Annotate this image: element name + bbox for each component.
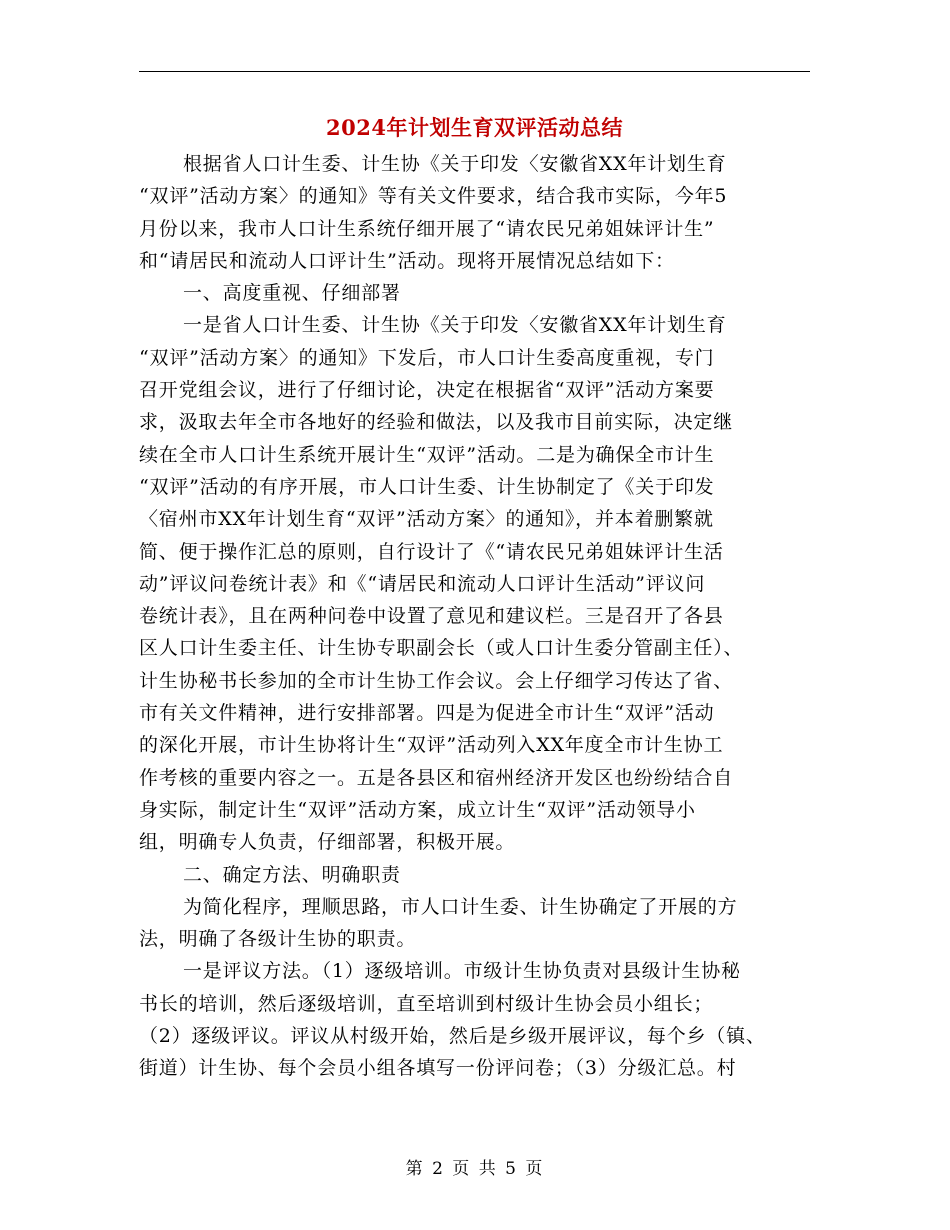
body-line: 街道）计生协、每个会员小组各填写一份评问卷；（3）分级汇总。村 [139,1057,737,1080]
body-line: 求，汲取去年全市各地好的经验和做法，以及我市目前实际，决定继 [139,411,734,434]
body-line: 一是省人口计生委、计生协《关于印发〈安徽省XX年计划生育 [183,314,727,337]
body-line: 〈宿州市XX年计划生育“双评”活动方案〉的通知》，并本着删繁就 [139,508,714,531]
body-line: 月份以来，我市人口计生系统仔细开展了“请农民兄弟姐妹评计生” [139,217,715,240]
body-line: 简、便于操作汇总的原则，自行设计了《“请农民兄弟姐妹评计生活 [139,540,724,563]
body-line: 法，明确了各级计生协的职责。 [139,928,417,951]
body-line: 市有关文件精神，进行安排部署。四是为促进全市计生“双评”活动 [139,702,715,725]
body-line: 和“请居民和流动人口评计生”活动。现将开展情况总结如下： [139,249,675,272]
document-body [139,148,810,1085]
body-line: 续在全市人口计生系统开展计生“双评”活动。二是为确保全市计生 [139,443,715,466]
body-line: “双评”活动方案〉的通知》等有关文件要求，结合我市实际，今年5 [139,185,728,208]
body-line: 作考核的重要内容之一。五是各县区和宿州经济开发区也纷纷结合自 [139,766,734,789]
body-line: 二、确定方法、明确职责 [183,863,401,886]
body-line: 计生协秘书长参加的全市计生协工作会议。会上仔细学习传达了省、 [139,669,734,692]
document-title: 2024年计划生育双评活动总结 [326,115,623,140]
body-line: 卷统计表》，且在两种问卷中设置了意见和建议栏。三是召开了各县 [139,605,724,628]
page-footer: 第 2 页 共 5 页 [405,1159,545,1179]
body-line: 的深化开展，市计生协将计生“双评”活动列入XX年度全市计生协工 [139,734,724,757]
body-line: 一、高度重视、仔细部署 [183,282,401,305]
body-line: 组，明确专人负责，仔细部署，积极开展。 [139,831,516,854]
body-line: “双评”活动的有序开展，市人口计生委、计生协制定了《关于印发 [139,475,715,498]
body-line: 一是评议方法。（1）逐级培训。市级计生协负责对县级计生协秘 [183,960,741,983]
body-line: 区人口计生委主任、计生协专职副会长（或人口计生委分管副主任）、 [139,637,744,660]
body-line: 身实际，制定计生“双评”活动方案，成立计生“双评”活动领导小 [139,798,696,821]
body-line: “双评”活动方案〉的通知》下发后，市人口计生委高度重视，专门 [139,346,715,369]
body-line: 召开党组会议，进行了仔细讨论，决定在根据省“双评”活动方案要 [139,379,715,402]
body-line: （2）逐级评议。评议从村级开始，然后是乡级开展评议，每个乡（镇、 [139,1025,766,1048]
body-line: 根据省人口计生委、计生协《关于印发〈安徽省XX年计划生育 [183,153,727,175]
header-rule [139,71,810,72]
body-line: 动”评议问卷统计表》和《“请居民和流动人口评计生活动”评议问 [139,572,706,595]
body-line: 书长的培训，然后逐级培训，直至培训到村级计生协会员小组长； [139,992,714,1015]
body-line: 为简化程序，理顺思路，市人口计生委、计生协确定了开展的方 [183,895,738,918]
